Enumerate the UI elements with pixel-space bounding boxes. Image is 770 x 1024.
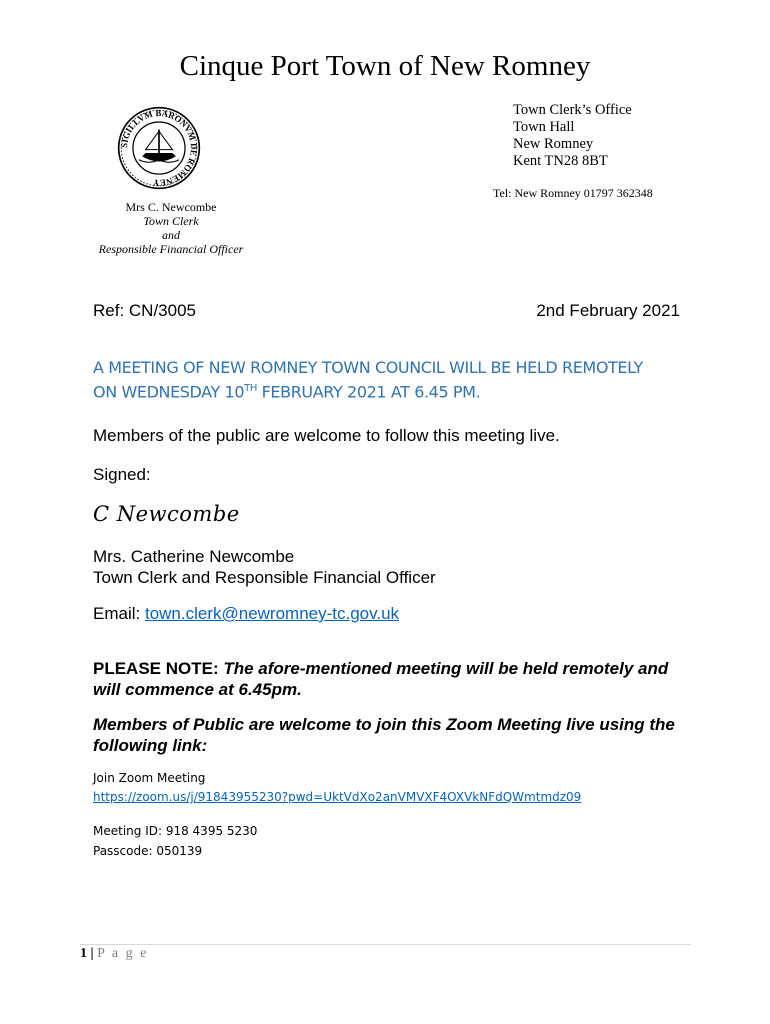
signed-label: Signed: xyxy=(93,465,151,484)
footer-divider xyxy=(80,944,691,945)
heading-line-2: ON WEDNESDAY 10TH FEBRUARY 2021 AT 6.45 PM. xyxy=(93,382,481,402)
page-separator: | xyxy=(87,946,98,961)
page-footer xyxy=(80,946,148,962)
seal-text: SIGILLVM BARONVM DE ROMENEY xyxy=(119,108,200,189)
meeting-heading xyxy=(93,357,703,402)
zoom-link-line xyxy=(93,789,581,806)
email-line xyxy=(93,604,399,624)
reference: Ref: CN/3005 xyxy=(93,301,196,320)
note-text: The afore-mentioned meeting will be held remotely and will commence at 6.45pm. xyxy=(93,659,669,699)
please-note xyxy=(93,658,693,700)
join-zoom-label: Join Zoom Meeting xyxy=(93,771,206,785)
email-link[interactable]: town.clerk@newromney-tc.gov.uk xyxy=(144,604,400,623)
address-line-1: Town Clerk’s Office xyxy=(513,102,632,118)
meeting-id: Meeting ID: 918 4395 5230 xyxy=(93,824,258,838)
heading-line-1: A MEETING OF NEW ROMNEY TOWN COUNCIL WILL BE HELD REMOTELY xyxy=(93,358,643,377)
address-line-3: New Romney xyxy=(513,136,594,152)
zoom-invite-text: Members of Public are welcome to join this Zoom Meeting live using the following link: xyxy=(93,715,675,755)
signatory-role: Town Clerk and Responsible Financial Officer xyxy=(93,568,436,587)
clerk-role: Town Clerk xyxy=(143,214,199,228)
clerk-role-rfo: Responsible Financial Officer xyxy=(98,242,244,256)
telephone: Tel: New Romney 01797 362348 xyxy=(493,186,653,200)
signature: C Newcombe xyxy=(93,502,240,526)
clerk-role-and: and xyxy=(162,228,180,242)
town-seal-icon xyxy=(117,106,201,190)
page-title: Cinque Port Town of New Romney xyxy=(179,50,591,82)
zoom-link[interactable]: https://zoom.us/j/91843955230?pwd=UktVdXo2anVMVXF4OXVkNFdQWmtmdz09 xyxy=(93,790,582,804)
address-line-4: Kent TN28 8BT xyxy=(513,153,608,169)
signatory-name: Mrs. Catherine Newcombe xyxy=(93,547,295,566)
clerk-name: Mrs C. Newcombe xyxy=(125,200,217,214)
page-label: P a g e xyxy=(97,946,149,961)
email-label: Email: xyxy=(93,604,145,623)
address-line-2: Town Hall xyxy=(513,119,575,135)
passcode: Passcode: 050139 xyxy=(93,844,203,858)
letter-date: 2nd February 2021 xyxy=(536,301,680,320)
page-number: 1 xyxy=(80,946,87,961)
note-label: PLEASE NOTE: xyxy=(93,659,224,678)
public-welcome-text: Members of the public are welcome to follow this meeting live. xyxy=(93,426,560,445)
